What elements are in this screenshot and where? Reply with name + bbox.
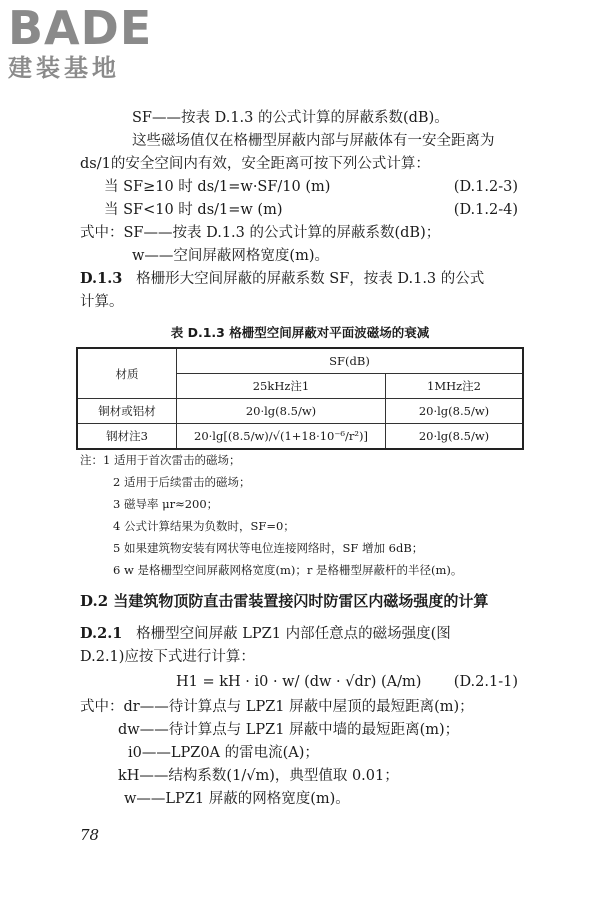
table-cell-25khz: 20·lg[(8.5/w)/√(1+18·10⁻⁶/r²)] [177, 424, 386, 450]
table-note: 4 公式计算结果为负数时，SF=0； [113, 519, 295, 533]
table-caption: 表 D.1.3 格栅型空间屏蔽对平面波磁场的衰减 [170, 325, 430, 340]
header-material: 材质 [77, 348, 177, 399]
clause-number: D.2.1 [80, 625, 123, 642]
table-note: 2 适用于后续雷击的磁场； [113, 475, 251, 489]
text-line-d21-2: D.2.1)应按下式进行计算： [80, 649, 255, 665]
table-cell-25khz: 20·lg(8.5/w) [177, 399, 386, 424]
page-number: 78 [80, 826, 100, 844]
formula-d211: H1 = kH · i0 · w/ (dw · √dr) (A/m) [176, 674, 422, 690]
where-line-5: w——LPZ1 屏蔽的网格宽度(m)。 [124, 791, 350, 807]
equation-number-d211: (D.2.1-1) [453, 674, 518, 690]
clause-d13 [80, 269, 484, 289]
table-cell-1mhz: 20·lg(8.5/w) [386, 424, 524, 450]
text-line-3: ds/1的安全空间内有效，安全距离可按下列公式计算： [80, 156, 430, 172]
table-note: 6 w 是格栅型空间屏蔽网格宽度(m)；r 是格栅型屏蔽杆的半径(m)。 [113, 563, 463, 577]
table-note: 注：1 适用于首次雷击的磁场； [80, 453, 241, 467]
text-line-2: 这些磁场值仅在格栅型屏蔽内部与屏蔽体有一安全距离为 [132, 133, 495, 149]
equation-number-d124: (D.1.2-4) [453, 202, 518, 218]
where-line-3: i0——LPZ0A 的雷电流(A)； [128, 745, 319, 761]
section-heading-d2: D.2 当建筑物顶防直击雷装置接闪时防雷区内磁场强度的计算 [80, 592, 489, 610]
clause-text: 格栅型空间屏蔽 LPZ1 内部任意点的磁场强度(图 [136, 626, 451, 642]
text-line-9: 计算。 [80, 294, 124, 310]
where-line-2: dw——待计算点与 LPZ1 屏蔽中墙的最短距离(m)； [118, 722, 460, 738]
clause-number: D.1.3 [80, 270, 123, 287]
table-cell-material: 钢材注3 [77, 424, 177, 450]
text-line-5: 当 SF<10 时 ds/1=w (m) [104, 202, 283, 218]
attenuation-table [76, 347, 524, 450]
text-line-6: 式中：SF——按表 D.1.3 的公式计算的屏蔽系数(dB)； [80, 225, 441, 241]
logo-brand: BADE [8, 1, 153, 55]
logo-subtitle: 建装基地 [8, 54, 120, 82]
table-cell-material: 铜材或铝材 [77, 399, 177, 424]
subheader-25khz: 25kHz注1 [177, 374, 386, 399]
where-line-1: 式中：dr——待计算点与 LPZ1 屏蔽中屋顶的最短距离(m)； [80, 699, 474, 715]
text-line-4: 当 SF≥10 时 ds/1=w·SF/10 (m) [104, 179, 331, 195]
header-sf: SF(dB) [177, 348, 524, 374]
clause-d21 [80, 624, 451, 644]
brand-logo [8, 1, 153, 82]
subheader-1mhz: 1MHz注2 [386, 374, 524, 399]
equation-number-d123: (D.1.2-3) [453, 179, 518, 195]
clause-text: 格栅形大空间屏蔽的屏蔽系数 SF，按表 D.1.3 的公式 [136, 271, 485, 287]
table-note: 5 如果建筑物安装有网状等电位连接网络时，SF 增加 6dB； [113, 541, 424, 555]
text-line-1: SF——按表 D.1.3 的公式计算的屏蔽系数(dB)。 [132, 110, 449, 126]
table-note: 3 磁导率 μr≈200； [113, 497, 219, 511]
table-cell-1mhz: 20·lg(8.5/w) [386, 399, 524, 424]
where-line-4: kH——结构系数(1/√m)，典型值取 0.01； [118, 768, 399, 784]
text-line-7: w——空间屏蔽网格宽度(m)。 [132, 248, 329, 264]
